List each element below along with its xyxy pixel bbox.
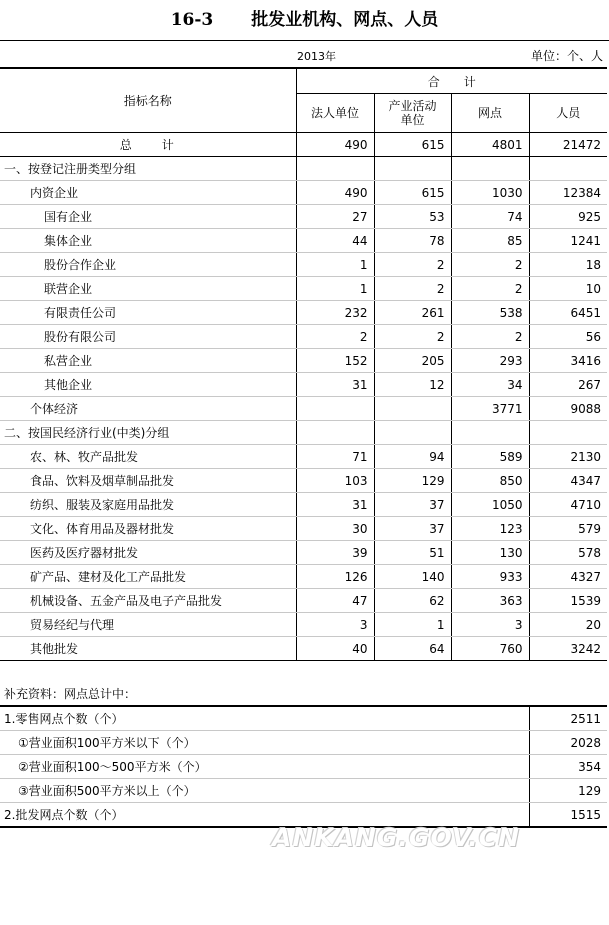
cell-value: 62 <box>374 589 451 613</box>
cell-value: 78 <box>374 229 451 253</box>
supplement-label: 2.批发网点个数（个） <box>0 803 529 828</box>
indicator-name-header: 指标名称 <box>0 68 296 133</box>
cell-value: 18 <box>529 253 607 277</box>
cell-value: 123 <box>451 517 529 541</box>
row-label: 农、林、牧产品批发 <box>0 445 296 469</box>
cell-value: 2 <box>451 253 529 277</box>
table-row <box>0 205 607 229</box>
supplement-row <box>0 755 607 779</box>
cell-value: 9088 <box>529 397 607 421</box>
supplement-row <box>0 731 607 755</box>
row-label: 股份合作企业 <box>0 253 296 277</box>
cell-value: 933 <box>451 565 529 589</box>
supplement-value: 129 <box>529 779 607 803</box>
cell-value: 3242 <box>529 637 607 661</box>
cell-value: 1 <box>296 277 374 301</box>
cell-value: 34 <box>451 373 529 397</box>
row-label: 矿产品、建材及化工产品批发 <box>0 565 296 589</box>
cell-value: 56 <box>529 325 607 349</box>
cell-value: 2 <box>374 253 451 277</box>
cell-value: 615 <box>374 133 451 157</box>
cell-value: 1030 <box>451 181 529 205</box>
table-row <box>0 469 607 493</box>
row-label: 一、按登记注册类型分组 <box>0 157 296 181</box>
cell-value: 94 <box>374 445 451 469</box>
row-label: 纺织、服装及家庭用品批发 <box>0 493 296 517</box>
cell-value: 40 <box>296 637 374 661</box>
cell-value: 53 <box>374 205 451 229</box>
cell-value: 1539 <box>529 589 607 613</box>
table-row <box>0 253 607 277</box>
table-row <box>0 157 607 181</box>
year-label: 2013年 <box>297 50 336 63</box>
cell-value: 4347 <box>529 469 607 493</box>
supplement-row <box>0 706 607 731</box>
cell-value: 10 <box>529 277 607 301</box>
table-row <box>0 541 607 565</box>
supplement-value: 2028 <box>529 731 607 755</box>
supplement-table <box>0 682 607 828</box>
supplement-value: 2511 <box>529 706 607 731</box>
supplement-title-row <box>0 682 607 706</box>
cell-value: 261 <box>374 301 451 325</box>
cell-value: 2 <box>451 277 529 301</box>
table-row <box>0 373 607 397</box>
table-row <box>0 613 607 637</box>
cell-value <box>296 397 374 421</box>
cell-value: 1241 <box>529 229 607 253</box>
cell-value: 129 <box>374 469 451 493</box>
cell-value: 4327 <box>529 565 607 589</box>
supplement-value: 354 <box>529 755 607 779</box>
table-row <box>0 589 607 613</box>
cell-value: 293 <box>451 349 529 373</box>
table-row <box>0 517 607 541</box>
cell-value: 27 <box>296 205 374 229</box>
cell-value: 578 <box>529 541 607 565</box>
cell-value: 589 <box>451 445 529 469</box>
cell-value: 39 <box>296 541 374 565</box>
cell-value: 71 <box>296 445 374 469</box>
cell-value: 363 <box>451 589 529 613</box>
page-title <box>0 8 609 32</box>
supplement-label: ②营业面积100～500平方米（个） <box>0 755 529 779</box>
table-row <box>0 301 607 325</box>
cell-value <box>374 421 451 445</box>
row-label: 总 计 <box>0 133 296 157</box>
cell-value: 12384 <box>529 181 607 205</box>
cell-value: 44 <box>296 229 374 253</box>
table-row <box>0 397 607 421</box>
cell-value: 103 <box>296 469 374 493</box>
table-row <box>0 277 607 301</box>
cell-value: 3 <box>451 613 529 637</box>
row-label: 其他企业 <box>0 373 296 397</box>
row-label: 二、按国民经济行业(中类)分组 <box>0 421 296 445</box>
cell-value: 1 <box>296 253 374 277</box>
unit-label: 单位：个、人 <box>530 49 603 63</box>
row-label: 食品、饮料及烟草制品批发 <box>0 469 296 493</box>
col-header-legal-units: 法人单位 <box>296 94 374 133</box>
supplement-label: ①营业面积100平方米以下（个） <box>0 731 529 755</box>
table-title: 批发业机构、网点、人员 <box>251 10 439 30</box>
cell-value <box>296 157 374 181</box>
cell-value: 490 <box>296 181 374 205</box>
table-row <box>0 229 607 253</box>
cell-value: 760 <box>451 637 529 661</box>
cell-value: 3 <box>296 613 374 637</box>
row-label: 机械设备、五金产品及电子产品批发 <box>0 589 296 613</box>
cell-value <box>529 157 607 181</box>
cell-value <box>451 157 529 181</box>
cell-value: 2 <box>451 325 529 349</box>
cell-value: 31 <box>296 493 374 517</box>
row-label: 贸易经纪与代理 <box>0 613 296 637</box>
cell-value: 51 <box>374 541 451 565</box>
cell-value: 6451 <box>529 301 607 325</box>
cell-value <box>529 421 607 445</box>
cell-value: 30 <box>296 517 374 541</box>
col-header-persons: 人员 <box>529 94 607 133</box>
cell-value <box>296 421 374 445</box>
col-header-outlets: 网点 <box>451 94 529 133</box>
cell-value: 12 <box>374 373 451 397</box>
table-row <box>0 421 607 445</box>
cell-value: 130 <box>451 541 529 565</box>
cell-value: 37 <box>374 517 451 541</box>
cell-value: 20 <box>529 613 607 637</box>
cell-value: 538 <box>451 301 529 325</box>
row-label: 有限责任公司 <box>0 301 296 325</box>
cell-value: 615 <box>374 181 451 205</box>
cell-value: 47 <box>296 589 374 613</box>
cell-value: 64 <box>374 637 451 661</box>
row-label: 个体经济 <box>0 397 296 421</box>
cell-value: 31 <box>296 373 374 397</box>
cell-value: 232 <box>296 301 374 325</box>
cell-value: 490 <box>296 133 374 157</box>
table-row <box>0 325 607 349</box>
table-row <box>0 493 607 517</box>
row-label: 私营企业 <box>0 349 296 373</box>
supplement-title: 补充资料：网点总计中： <box>0 682 607 706</box>
row-label: 联营企业 <box>0 277 296 301</box>
supplement-row <box>0 779 607 803</box>
cell-value <box>374 397 451 421</box>
cell-value: 126 <box>296 565 374 589</box>
cell-value: 205 <box>374 349 451 373</box>
cell-value: 152 <box>296 349 374 373</box>
table-number: 16-3 <box>170 10 214 30</box>
cell-value: 267 <box>529 373 607 397</box>
table-row <box>0 445 607 469</box>
cell-value: 579 <box>529 517 607 541</box>
subheader-row <box>0 40 609 68</box>
row-label: 内资企业 <box>0 181 296 205</box>
row-label: 股份有限公司 <box>0 325 296 349</box>
cell-value: 1 <box>374 613 451 637</box>
cell-value <box>451 421 529 445</box>
row-label: 集体企业 <box>0 229 296 253</box>
cell-value: 85 <box>451 229 529 253</box>
cell-value: 4801 <box>451 133 529 157</box>
table-row <box>0 637 607 661</box>
data-table <box>0 67 607 661</box>
row-label: 医药及医疗器材批发 <box>0 541 296 565</box>
row-label: 其他批发 <box>0 637 296 661</box>
cell-value: 3771 <box>451 397 529 421</box>
total-group-header: 合 计 <box>296 68 607 94</box>
cell-value: 2 <box>374 325 451 349</box>
watermark-logo: ANKANG.GOV.CN <box>272 823 521 852</box>
supplement-label: 1.零售网点个数（个） <box>0 706 529 731</box>
cell-value: 2130 <box>529 445 607 469</box>
cell-value: 2 <box>374 277 451 301</box>
cell-value: 37 <box>374 493 451 517</box>
header-row-1 <box>0 68 607 94</box>
cell-value: 925 <box>529 205 607 229</box>
cell-value: 140 <box>374 565 451 589</box>
cell-value: 74 <box>451 205 529 229</box>
cell-value: 2 <box>296 325 374 349</box>
col-header-industry-units: 产业活动单位 <box>374 94 451 133</box>
row-label: 国有企业 <box>0 205 296 229</box>
supplement-value: 1515 <box>529 803 607 828</box>
table-row <box>0 565 607 589</box>
table-row <box>0 133 607 157</box>
supplement-label: ③营业面积500平方米以上（个） <box>0 779 529 803</box>
cell-value <box>374 157 451 181</box>
table-row <box>0 349 607 373</box>
row-label: 文化、体育用品及器材批发 <box>0 517 296 541</box>
cell-value: 1050 <box>451 493 529 517</box>
cell-value: 21472 <box>529 133 607 157</box>
cell-value: 850 <box>451 469 529 493</box>
table-row <box>0 181 607 205</box>
cell-value: 4710 <box>529 493 607 517</box>
cell-value: 3416 <box>529 349 607 373</box>
